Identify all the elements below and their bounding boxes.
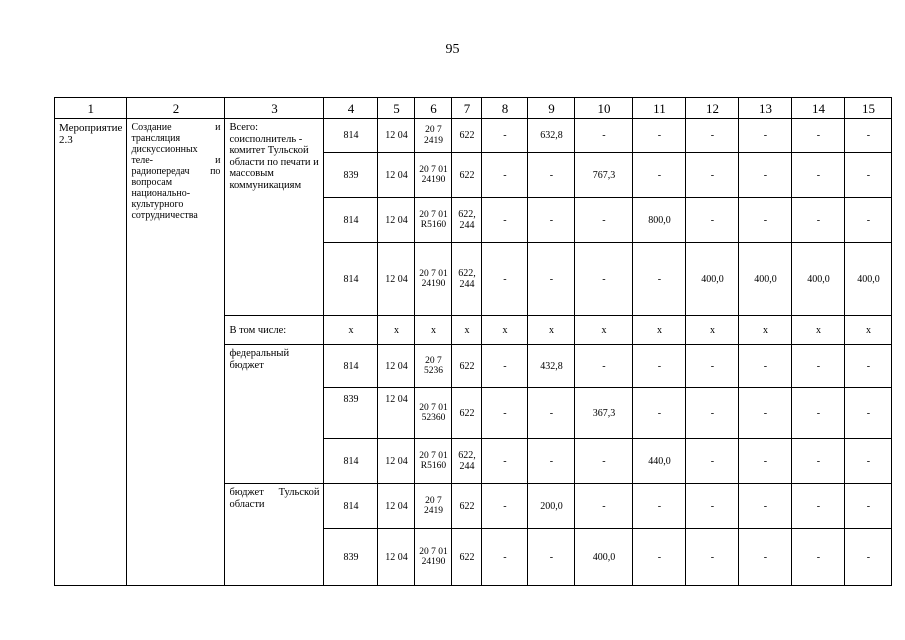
table-cell: - xyxy=(528,243,575,316)
table-cell: 20 7 01 52360 xyxy=(415,388,452,439)
table-cell: 767,3 xyxy=(575,153,633,198)
table-cell: - xyxy=(575,439,633,484)
table-cell: 400,0 xyxy=(792,243,845,316)
table-cell: 400,0 xyxy=(575,529,633,586)
table-cell: 622, 244 xyxy=(452,243,482,316)
table-cell: - xyxy=(482,153,528,198)
table-cell: 622 xyxy=(452,484,482,529)
table-cell: 400,0 xyxy=(845,243,892,316)
table-cell: 622 xyxy=(452,529,482,586)
table-cell: x xyxy=(482,316,528,345)
table-cell: - xyxy=(845,484,892,529)
table-cell: - xyxy=(482,198,528,243)
header-cell: 13 xyxy=(739,98,792,119)
table-cell: 814 xyxy=(324,198,378,243)
table-cell: - xyxy=(792,345,845,388)
table-cell: - xyxy=(792,388,845,439)
table-cell: x xyxy=(686,316,739,345)
table-cell: 622 xyxy=(452,119,482,153)
section-total: Всего: соисполнитель - комитет Тульской области по печати и массовым коммуникациям xyxy=(225,119,324,316)
table-cell: 12 04 xyxy=(378,439,415,484)
table-cell: - xyxy=(482,243,528,316)
table-cell: 814 xyxy=(324,243,378,316)
table-cell: 12 04 xyxy=(378,243,415,316)
table-cell: 622, 244 xyxy=(452,439,482,484)
section-including: В том числе: xyxy=(225,316,324,345)
table-cell: - xyxy=(686,439,739,484)
header-cell: 10 xyxy=(575,98,633,119)
table-cell: - xyxy=(482,529,528,586)
table-cell: - xyxy=(845,529,892,586)
table-cell: 400,0 xyxy=(739,243,792,316)
table-cell: 622 xyxy=(452,388,482,439)
header-cell: 14 xyxy=(792,98,845,119)
table-cell: - xyxy=(686,388,739,439)
table-cell: 800,0 xyxy=(633,198,686,243)
table-cell: - xyxy=(686,119,739,153)
table-cell: - xyxy=(633,153,686,198)
table-cell: - xyxy=(528,198,575,243)
table-cell: - xyxy=(845,345,892,388)
table-cell: x xyxy=(324,316,378,345)
table-cell: 12 04 xyxy=(378,198,415,243)
header-cell: 6 xyxy=(415,98,452,119)
table-cell: - xyxy=(633,529,686,586)
table-cell: 20 7 2419 xyxy=(415,119,452,153)
table-cell: - xyxy=(528,439,575,484)
table-cell: 367,3 xyxy=(575,388,633,439)
table-cell: 839 xyxy=(324,529,378,586)
header-cell: 12 xyxy=(686,98,739,119)
table-cell: - xyxy=(739,439,792,484)
table-cell: 839 xyxy=(324,388,378,439)
table-cell: - xyxy=(845,153,892,198)
table-cell: - xyxy=(575,198,633,243)
table-cell: 632,8 xyxy=(528,119,575,153)
header-cell: 3 xyxy=(225,98,324,119)
table-cell: - xyxy=(792,153,845,198)
table-cell: 20 7 01 24190 xyxy=(415,243,452,316)
table-cell: - xyxy=(575,119,633,153)
table-cell: - xyxy=(686,529,739,586)
header-cell: 8 xyxy=(482,98,528,119)
table-cell: - xyxy=(792,439,845,484)
section-federal: федеральный бюджет xyxy=(225,345,324,484)
table-cell: 432,8 xyxy=(528,345,575,388)
table-cell: - xyxy=(739,153,792,198)
table-cell: 814 xyxy=(324,119,378,153)
header-cell: 9 xyxy=(528,98,575,119)
table-cell: 12 04 xyxy=(378,529,415,586)
table-cell: - xyxy=(482,439,528,484)
table-cell: - xyxy=(739,345,792,388)
table-cell: - xyxy=(792,529,845,586)
table-cell: 440,0 xyxy=(633,439,686,484)
table-cell: - xyxy=(575,243,633,316)
table-cell: 20 7 01 24190 xyxy=(415,153,452,198)
table-cell: x xyxy=(792,316,845,345)
table-cell: - xyxy=(686,345,739,388)
table-cell: - xyxy=(633,388,686,439)
table-cell: - xyxy=(528,388,575,439)
table-cell: - xyxy=(845,198,892,243)
table-cell: 12 04 xyxy=(378,484,415,529)
table-cell: 814 xyxy=(324,439,378,484)
table-cell: - xyxy=(845,388,892,439)
table-row xyxy=(55,119,892,153)
table-cell: - xyxy=(792,119,845,153)
table-cell: - xyxy=(633,119,686,153)
header-cell: 7 xyxy=(452,98,482,119)
table-cell: 12 04 xyxy=(378,119,415,153)
table-cell: x xyxy=(739,316,792,345)
page-number: 95 xyxy=(445,42,460,57)
table-cell: x xyxy=(452,316,482,345)
table-cell: - xyxy=(575,484,633,529)
table-cell: - xyxy=(633,484,686,529)
table-cell: 814 xyxy=(324,484,378,529)
table-cell: - xyxy=(482,388,528,439)
table-cell: - xyxy=(845,439,892,484)
table-cell: - xyxy=(739,388,792,439)
table-cell: - xyxy=(739,198,792,243)
table-cell: x xyxy=(575,316,633,345)
table-cell: 12 04 xyxy=(378,153,415,198)
table-cell: 400,0 xyxy=(686,243,739,316)
table-cell: - xyxy=(482,119,528,153)
header-cell: 15 xyxy=(845,98,892,119)
section-regional: бюджет Тульской области xyxy=(225,484,324,586)
table-cell: - xyxy=(482,484,528,529)
table-cell: 839 xyxy=(324,153,378,198)
header-row xyxy=(55,98,892,119)
table-cell: - xyxy=(739,529,792,586)
table-cell: 622 xyxy=(452,345,482,388)
table-cell: x xyxy=(633,316,686,345)
table-cell: 20 7 01 R5160 xyxy=(415,198,452,243)
table-cell: - xyxy=(686,484,739,529)
header-cell: 4 xyxy=(324,98,378,119)
table-cell: x xyxy=(415,316,452,345)
table-cell: - xyxy=(739,119,792,153)
table-cell: 20 7 01 24190 xyxy=(415,529,452,586)
table-cell: 20 7 01 R5160 xyxy=(415,439,452,484)
budget-table xyxy=(54,97,892,586)
table-cell: - xyxy=(686,153,739,198)
table-cell: 622, 244 xyxy=(452,198,482,243)
table-cell: - xyxy=(792,484,845,529)
table-cell: - xyxy=(792,198,845,243)
table-cell: - xyxy=(686,198,739,243)
table-cell: - xyxy=(528,529,575,586)
table-cell: 200,0 xyxy=(528,484,575,529)
table-cell: x xyxy=(845,316,892,345)
table-cell: - xyxy=(739,484,792,529)
table-cell: - xyxy=(845,119,892,153)
table-cell: - xyxy=(482,345,528,388)
table-cell: - xyxy=(633,243,686,316)
header-cell: 2 xyxy=(127,98,225,119)
measure-code: Мероприятие 2.3 xyxy=(55,119,127,586)
table-cell: 12 04 xyxy=(378,388,415,439)
table-cell: - xyxy=(633,345,686,388)
table-cell: 20 7 2419 xyxy=(415,484,452,529)
measure-name: Создание и трансляция дискуссионных теле- и радиопередач по вопросам национально-культурного сотрудничества xyxy=(127,119,225,586)
header-cell: 1 xyxy=(55,98,127,119)
header-cell: 11 xyxy=(633,98,686,119)
header-cell: 5 xyxy=(378,98,415,119)
table-cell: - xyxy=(528,153,575,198)
table-cell: 12 04 xyxy=(378,345,415,388)
table-cell: 814 xyxy=(324,345,378,388)
table-cell: x xyxy=(528,316,575,345)
table-cell: 622 xyxy=(452,153,482,198)
table-cell: 20 7 5236 xyxy=(415,345,452,388)
table-cell: - xyxy=(575,345,633,388)
table-cell: x xyxy=(378,316,415,345)
